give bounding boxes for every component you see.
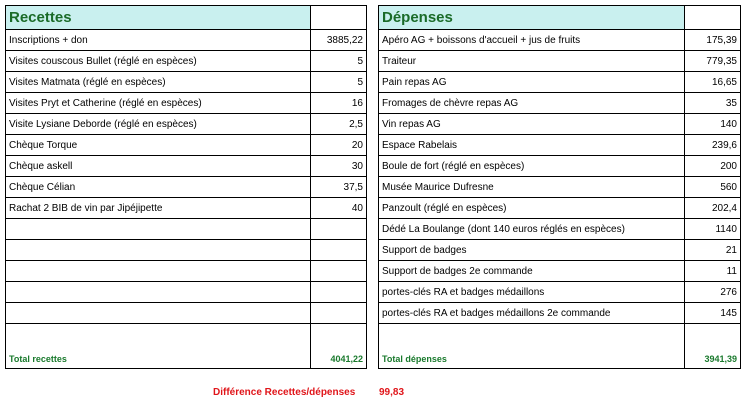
depenses-row-value[interactable]: 35 <box>685 93 741 114</box>
recettes-row-label[interactable]: Visites couscous Bullet (réglé en espèces) <box>6 51 311 72</box>
depenses-spacer-cell[interactable] <box>685 324 741 350</box>
recettes-row <box>6 198 367 219</box>
depenses-row <box>379 282 741 303</box>
depenses-row <box>379 303 741 324</box>
depenses-row-value[interactable]: 560 <box>685 177 741 198</box>
depenses-row-value[interactable]: 140 <box>685 114 741 135</box>
depenses-total-row <box>379 349 741 369</box>
recettes-row <box>6 156 367 177</box>
depenses-title-blank <box>685 6 741 30</box>
recettes-spacer-cell[interactable] <box>6 324 311 350</box>
depenses-row-label[interactable]: Pain repas AG <box>379 72 685 93</box>
recettes-row <box>6 93 367 114</box>
depenses-row-label[interactable]: Espace Rabelais <box>379 135 685 156</box>
recettes-total-label: Total recettes <box>6 349 311 369</box>
recettes-row-label[interactable]: Visite Lysiane Deborde (réglé en espèces) <box>6 114 311 135</box>
depenses-row-value[interactable]: 779,35 <box>685 51 741 72</box>
recettes-row-label[interactable]: Chèque Célian <box>6 177 311 198</box>
depenses-row <box>379 156 741 177</box>
depenses-row-value[interactable]: 175,39 <box>685 30 741 51</box>
depenses-row-label[interactable]: Musée Maurice Dufresne <box>379 177 685 198</box>
depenses-row-label[interactable]: Boule de fort (réglé en espèces) <box>379 156 685 177</box>
depenses-row-value[interactable]: 200 <box>685 156 741 177</box>
recettes-row-value[interactable]: 5 <box>311 72 367 93</box>
depenses-row-value[interactable]: 239,6 <box>685 135 741 156</box>
depenses-total-label: Total dépenses <box>379 349 685 369</box>
depenses-row <box>379 93 741 114</box>
depenses-row-label[interactable]: Fromages de chèvre repas AG <box>379 93 685 114</box>
recettes-title: Recettes <box>6 6 311 30</box>
recettes-row-value[interactable]: 3885,22 <box>311 30 367 51</box>
recettes-row-label[interactable] <box>6 282 311 303</box>
depenses-row-label[interactable]: Vin repas AG <box>379 114 685 135</box>
depenses-row-label[interactable]: Dédé La Boulange (dont 140 euros réglés en espèces) <box>379 219 685 240</box>
recettes-row-value[interactable] <box>311 282 367 303</box>
recettes-row <box>6 72 367 93</box>
recettes-row <box>6 114 367 135</box>
recettes-row-value[interactable]: 5 <box>311 51 367 72</box>
recettes-total-value: 4041,22 <box>311 349 367 369</box>
recettes-row-label[interactable]: Inscriptions + don <box>6 30 311 51</box>
depenses-row-label[interactable]: Panzoult (réglé en espèces) <box>379 198 685 219</box>
recettes-row-value[interactable]: 30 <box>311 156 367 177</box>
depenses-title: Dépenses <box>379 6 685 30</box>
recettes-row <box>6 51 367 72</box>
recettes-spacer-row <box>6 324 367 350</box>
depenses-row <box>379 114 741 135</box>
recettes-row-value[interactable] <box>311 303 367 324</box>
recettes-row-label[interactable]: Chèque Torque <box>6 135 311 156</box>
depenses-row-label[interactable]: portes-clés RA et badges médaillons <box>379 282 685 303</box>
recettes-row <box>6 261 367 282</box>
depenses-row <box>379 198 741 219</box>
recettes-row-value[interactable] <box>311 240 367 261</box>
depenses-row <box>379 261 741 282</box>
recettes-row-label[interactable] <box>6 219 311 240</box>
recettes-row-label[interactable] <box>6 240 311 261</box>
depenses-row-label[interactable]: portes-clés RA et badges médaillons 2e commande <box>379 303 685 324</box>
depenses-row-value[interactable]: 11 <box>685 261 741 282</box>
recettes-spacer-cell[interactable] <box>311 324 367 350</box>
depenses-table <box>378 5 741 369</box>
depenses-row <box>379 219 741 240</box>
recettes-row-label[interactable]: Rachat 2 BIB de vin par Jipéjipette <box>6 198 311 219</box>
recettes-total-row <box>6 349 367 369</box>
recettes-row <box>6 177 367 198</box>
recettes-row-value[interactable]: 2,5 <box>311 114 367 135</box>
recettes-row <box>6 135 367 156</box>
recettes-row-value[interactable] <box>311 219 367 240</box>
depenses-spacer-row <box>379 324 741 350</box>
depenses-row <box>379 135 741 156</box>
depenses-row-value[interactable]: 276 <box>685 282 741 303</box>
recettes-row <box>6 240 367 261</box>
depenses-row <box>379 51 741 72</box>
depenses-row-value[interactable]: 202,4 <box>685 198 741 219</box>
depenses-row-label[interactable]: Apéro AG + boissons d'accueil + jus de fruits <box>379 30 685 51</box>
depenses-row-value[interactable]: 21 <box>685 240 741 261</box>
depenses-row-label[interactable]: Support de badges 2e commande <box>379 261 685 282</box>
depenses-row <box>379 240 741 261</box>
recettes-row-value[interactable] <box>311 261 367 282</box>
recettes-table <box>5 5 367 369</box>
recettes-row <box>6 282 367 303</box>
recettes-row <box>6 30 367 51</box>
depenses-row <box>379 30 741 51</box>
recettes-row-value[interactable]: 40 <box>311 198 367 219</box>
depenses-row-label[interactable]: Support de badges <box>379 240 685 261</box>
depenses-row-value[interactable]: 145 <box>685 303 741 324</box>
recettes-row-value[interactable]: 20 <box>311 135 367 156</box>
recettes-row-label[interactable] <box>6 261 311 282</box>
recettes-row-label[interactable]: Visites Pryt et Catherine (réglé en espèces) <box>6 93 311 114</box>
recettes-row <box>6 219 367 240</box>
depenses-spacer-cell[interactable] <box>379 324 685 350</box>
recettes-row <box>6 303 367 324</box>
recettes-row-value[interactable]: 16 <box>311 93 367 114</box>
recettes-row-label[interactable]: Chèque askell <box>6 156 311 177</box>
difference-value: 99,83 <box>379 387 405 398</box>
difference-label: Différence Recettes/dépenses <box>213 387 356 398</box>
depenses-row-value[interactable]: 1140 <box>685 219 741 240</box>
recettes-row-label[interactable]: Visites Matmata (réglé en espèces) <box>6 72 311 93</box>
recettes-row-label[interactable] <box>6 303 311 324</box>
depenses-row-value[interactable]: 16,65 <box>685 72 741 93</box>
recettes-title-blank <box>311 6 367 30</box>
depenses-row-label[interactable]: Traiteur <box>379 51 685 72</box>
depenses-row <box>379 177 741 198</box>
recettes-row-value[interactable]: 37,5 <box>311 177 367 198</box>
depenses-total-value: 3941,39 <box>685 349 741 369</box>
depenses-row <box>379 72 741 93</box>
